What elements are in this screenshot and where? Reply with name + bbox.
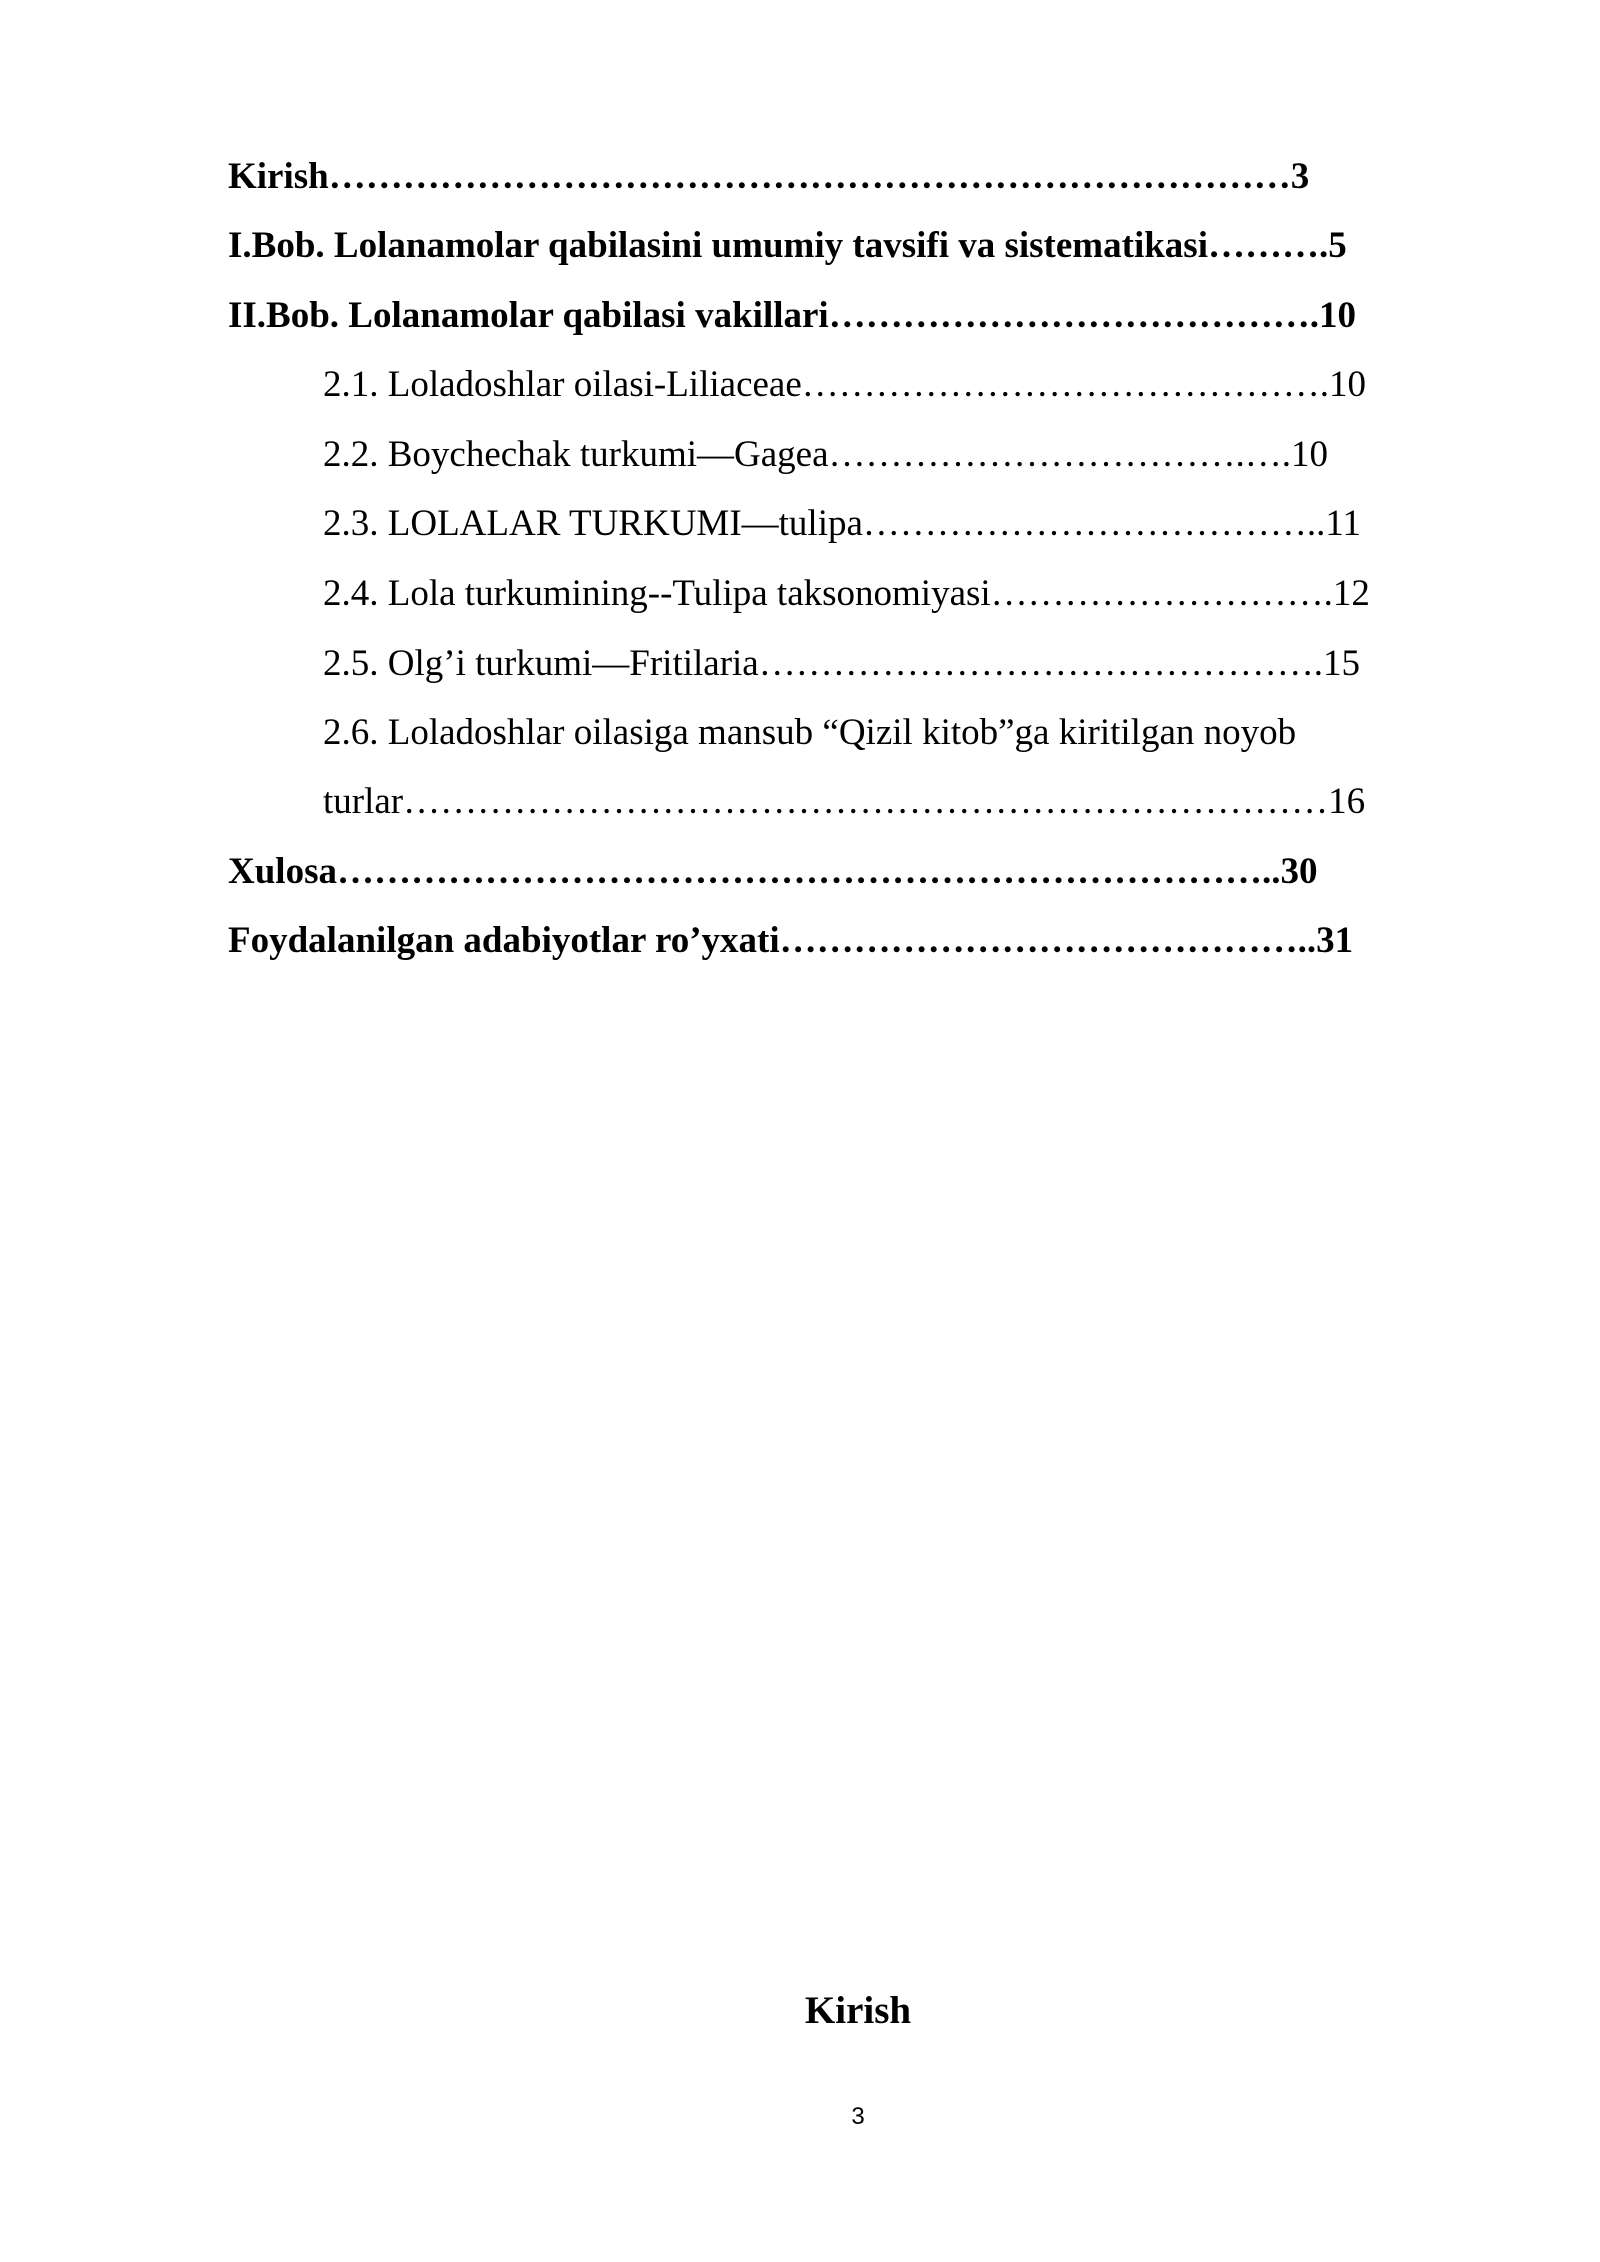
table-of-contents	[0, 0, 1600, 1000]
toc-entry-2-5: 2.5. Olg’i turkumi—Fritilaria……………………………………….15	[323, 643, 1360, 684]
toc-entry-2-6-continued: turlar…………………………………………………………………16	[323, 781, 1366, 822]
toc-entry-2-4: 2.4. Lola turkumining--Tulipa taksonomiyasi……………………….12	[323, 573, 1370, 614]
toc-entry-xulosa: Xulosa…………………………………………………………………..30	[228, 851, 1318, 892]
toc-entry-chapter-1: I.Bob. Lolanamolar qabilasini umumiy tavsifi va sistematikasi……….5	[228, 225, 1347, 266]
toc-entry-kirish: Kirish……………………………………………………………………3	[228, 156, 1310, 197]
toc-entry-chapter-2: II.Bob. Lolanamolar qabilasi vakillari………………………………….10	[228, 295, 1356, 336]
section-heading: Kirish	[804, 1989, 912, 2032]
toc-entry-2-2: 2.2. Boychechak turkumi—Gagea…………………………….….10	[323, 434, 1329, 475]
toc-entry-2-3: 2.3. LOLALAR TURKUMI—tulipa………………………………..11	[323, 503, 1362, 544]
toc-entry-2-6: 2.6. Loladoshlar oilasiga mansub “Qizil kitob”ga kiritilgan noyob	[323, 712, 1297, 753]
toc-entry-2-1: 2.1. Loladoshlar oilasi-Liliaceae…………………………………….10	[323, 364, 1367, 405]
page-number: 3	[851, 2103, 865, 2130]
toc-entry-references: Foydalanilgan adabiyotlar ro’yxati……………………………………..31	[228, 920, 1354, 961]
